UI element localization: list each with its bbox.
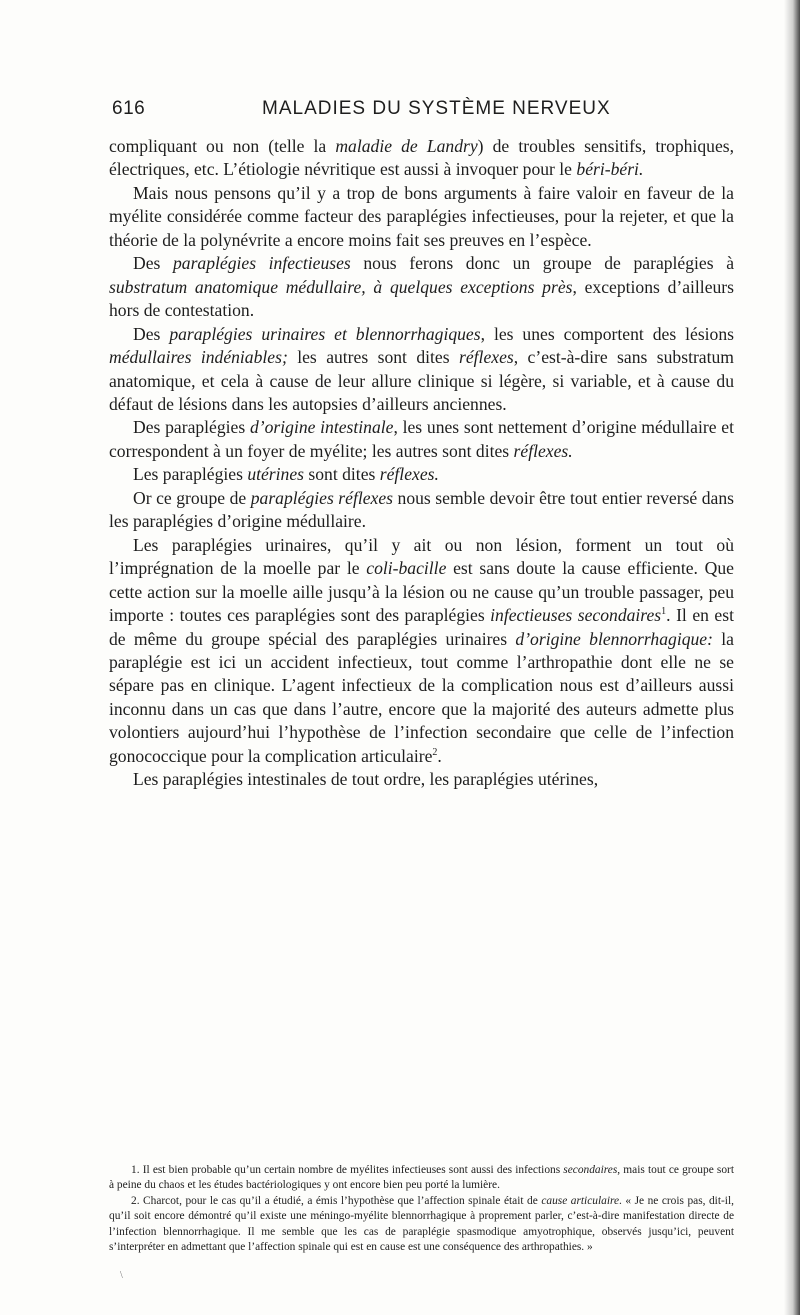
italic-term: utérines [247,464,304,485]
text-run: 2. Charcot, pour le cas qu’il a étudié, a émis l’hypothèse que l’affection spinale était de [131,1194,542,1207]
footnote-ref: 2 [432,746,438,758]
page-header [112,98,732,122]
text-run: est sans doute la cause efficiente. Que cette action sur la moelle aille jusqu’à la lésion ou ne cause qu’un trouble passager, peu importe : toutes ces paraplégies sont des paraplégies [109,558,734,626]
text-run: nous semble devoir être tout entier reversé dans les paraplégies d’origine médullaire. [109,487,734,532]
text-run: , exceptions d’ailleurs hors de contestation. [109,276,735,321]
italic-term: cause articulaire [541,1194,620,1207]
paragraph [109,534,734,769]
bottom-mark: \ [120,1270,123,1281]
paragraph [109,182,734,252]
paragraph [109,487,734,534]
text-run: la paraplégie est ici un accident infectieux, tout comme l’arthropathie dont elle ne se sépare pas en clinique. L’agent infectieux de la complication nous est d’ailleurs aussi inconnu dans un cas que dans l’autre, encore que la majorité des auteurs admette plus volontiers aujourd’hui l’hypothèse de l’infection secondaire que celle de l’infection gonococcique pour la complication articulaire [109,628,734,766]
text-run: Des paraplégies [133,417,250,438]
text-run: les autres sont dites [287,347,460,368]
body-text [109,135,734,792]
text-run: . Il en est de même du groupe spécial des paraplégies urinaires [109,605,734,649]
text-run: , les unes comportent des lésions [480,323,734,344]
text-run: compliquant ou non (telle la [109,136,336,156]
text-run: Les paraplégies intestinales de tout ordre, les paraplégies utérines, [133,769,599,790]
paragraph [109,416,734,463]
italic-term: médullaires indéniables; [109,347,288,368]
italic-term: coli-bacille [366,558,447,579]
running-title: MALADIES DU SYSTÈME NERVEUX [262,98,611,119]
italic-term: réflexes. [513,440,573,461]
text-run: nous ferons donc un groupe de paraplégies à [350,253,735,274]
text-run: Mais nous pensons qu’il y a trop de bons arguments à faire valoir en faveur de la myélite considérée comme facteur des paraplégies infectieuses, pour la rejeter, et que la théorie de la polynévrite a encore moins fait ses preuves en l’espèce. [109,182,734,250]
text-run: ) de troubles sensitifs, trophiques, électriques, etc. L’étiologie névritique est aussi à invoquer pour le [109,136,734,180]
paragraph [109,768,734,791]
text-run: Des [133,323,170,344]
page-number: 616 [112,98,146,119]
text-run: . [437,745,442,766]
italic-term: maladie de Landry [335,136,478,156]
italic-term: paraplégies réflexes [250,487,394,508]
italic-term: secondaires [563,1164,618,1176]
text-run: 1. Il est bien probable qu’un certain nombre de myélites infectieuses sont aussi des infections [131,1164,564,1176]
text-run: sont dites [304,464,380,485]
italic-term: paraplégies infectieuses [172,253,351,274]
page-edge-shadow [784,0,800,1315]
footnote [109,1163,734,1194]
paragraph [109,463,734,486]
italic-term: paraplégies urinaires et blennorrhagiques [169,323,481,344]
italic-term: d’origine intestinale [249,417,394,438]
footnote-ref: 1 [661,606,667,618]
italic-term: réflexes. [379,464,439,485]
text-run: , les unes sont nettement d’origine médullaire et correspondent à un foyer de myélite; les autres sont dites [109,417,734,461]
text-run: , c’est-à-dire sans substratum anatomique, et cela à cause de leur allure clinique si légère, si variable, et à cause du défaut de lésions dans les autopsies d’ailleurs anciennes. [109,347,734,414]
footnote [109,1194,734,1256]
italic-term: réflexes [459,347,514,368]
italic-term: infectieuses secondaires [490,605,662,626]
text-run: Les paraplégies urinaires, qu’il y ait ou non lésion, forment un tout où l’imprégnation de la moelle par le [109,534,734,579]
italic-term: d’origine blennorrhagique: [515,628,713,649]
text-run: . « Je ne crois pas, dit-il, qu’il soit encore démontré qu’il existe une méningo-myélite blennorrhagique à proprement parler, c’est-à-dire manifestation directe de l’infection blennorrhagique. Il me semble que les cas de paraplégie spasmodique amyotrophique, observés jusqu’ici, peuvent s’interpréter en admettant que l’affection spinale qui est en cause est une conséquence des arthropathies. » [109,1194,734,1254]
paragraph [109,323,734,417]
paragraph [109,252,734,322]
paragraph [109,135,734,182]
text-run: Les paraplégies [133,464,248,485]
italic-term: béri-béri. [576,159,644,180]
text-run: Or ce groupe de [133,487,251,508]
italic-term: substratum anatomique médullaire, à quelques exceptions près [109,276,573,297]
footnotes [109,1163,734,1255]
text-run: Des [133,253,173,274]
text-run: , mais tout ce groupe sort à peine du chaos et les études bactériologiques y ont encore bien peu porté la lumière. [109,1164,734,1192]
